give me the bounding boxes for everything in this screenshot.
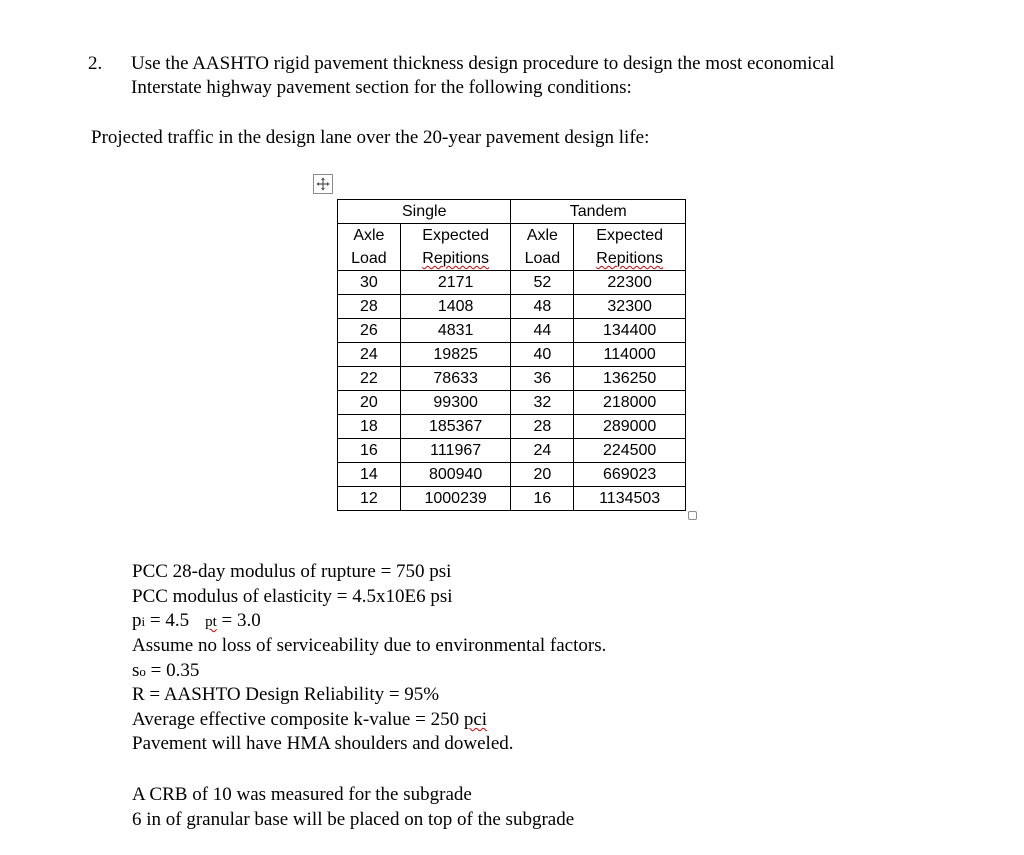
table-row	[338, 367, 686, 391]
group-tandem: Tandem	[511, 200, 686, 224]
pi-value: = 4.5	[145, 610, 190, 631]
table-cell: 800940	[400, 463, 511, 487]
group-single: Single	[338, 200, 511, 224]
table-cell: 22	[338, 367, 401, 391]
pi-symbol: p	[132, 610, 142, 631]
table-cell: 1134503	[574, 487, 686, 511]
table-row	[338, 391, 686, 415]
table-cell: 289000	[574, 415, 686, 439]
table-cell: 22300	[574, 271, 686, 295]
k-value	[132, 709, 487, 731]
table-cell: 19825	[400, 343, 511, 367]
problem-intro-line2: Interstate highway pavement section for the following conditions:	[131, 77, 632, 98]
table-cell: 224500	[574, 439, 686, 463]
header-cell-text: Repitions	[596, 250, 663, 267]
so-value	[132, 660, 199, 683]
move-arrows-icon	[316, 177, 330, 191]
table-row	[338, 319, 686, 343]
problem-intro-line1: Use the AASHTO rigid pavement thickness design procedure to design the most economical	[131, 53, 835, 74]
table-cell: 20	[338, 391, 401, 415]
table-cell: 99300	[400, 391, 511, 415]
crb-note: A CRB of 10 was measured for the subgrade	[132, 784, 472, 805]
so-subscript: o	[139, 664, 146, 679]
base-note: 6 in of granular base will be placed on top of the subgrade	[132, 809, 575, 830]
header-cell: Expected	[574, 224, 686, 248]
header-cell: Axle	[338, 224, 401, 248]
table-cell: 32	[511, 391, 574, 415]
table-cell: 32300	[574, 295, 686, 319]
table-row	[338, 487, 686, 511]
table-cell: 114000	[574, 343, 686, 367]
table-cell: 136250	[574, 367, 686, 391]
table-cell: 24	[511, 439, 574, 463]
table-cell: 20	[511, 463, 574, 487]
table-cell: 14	[338, 463, 401, 487]
pi-subscript: i	[141, 614, 146, 629]
table-cell: 4831	[400, 319, 511, 343]
table-move-handle[interactable]	[313, 174, 333, 194]
table-cell: 669023	[574, 463, 686, 487]
traffic-heading: Projected traffic in the design lane over the 20-year pavement design life:	[91, 127, 650, 148]
table-group-header	[338, 200, 686, 224]
table-cell: 16	[338, 439, 401, 463]
table-cell: 1408	[400, 295, 511, 319]
header-cell	[400, 247, 511, 271]
table-row	[338, 295, 686, 319]
serviceability-values	[132, 610, 261, 633]
table-header-row	[338, 224, 686, 248]
table-cell: 40	[511, 343, 574, 367]
table-row	[338, 343, 686, 367]
modulus-rupture: PCC 28-day modulus of rupture = 750 psi	[132, 561, 452, 582]
table-row	[338, 271, 686, 295]
table-cell: 134400	[574, 319, 686, 343]
axle-load-table	[337, 199, 686, 511]
table-cell: 111967	[400, 439, 511, 463]
table-cell: 52	[511, 271, 574, 295]
header-cell: Load	[338, 247, 401, 271]
table-cell: 12	[338, 487, 401, 511]
header-cell-text: Repitions	[422, 250, 489, 267]
table-cell: 48	[511, 295, 574, 319]
table-cell: 16	[511, 487, 574, 511]
table-body	[338, 271, 686, 511]
shoulders: Pavement will have HMA shoulders and doweled.	[132, 733, 514, 754]
k-value-text: Average effective composite k-value = 250	[132, 709, 464, 730]
header-cell: Axle	[511, 224, 574, 248]
pt-value: = 3.0	[216, 610, 261, 631]
table-cell: 2171	[400, 271, 511, 295]
table-row	[338, 463, 686, 487]
pt-symbol: pt	[205, 614, 217, 630]
table-cell: 18	[338, 415, 401, 439]
header-cell: Expected	[400, 224, 511, 248]
table-cell: 26	[338, 319, 401, 343]
table-cell: 30	[338, 271, 401, 295]
so-number: = 0.35	[145, 660, 200, 681]
table-header-row	[338, 247, 686, 271]
so-symbol: s	[132, 660, 140, 681]
table-cell: 185367	[400, 415, 511, 439]
table-cell: 78633	[400, 367, 511, 391]
table-cell: 44	[511, 319, 574, 343]
table-cell: 28	[338, 295, 401, 319]
problem-number: 2.	[88, 53, 103, 74]
k-value-unit: pci	[463, 709, 488, 730]
table-cell: 218000	[574, 391, 686, 415]
table-cell: 1000239	[400, 487, 511, 511]
table-cell: 28	[511, 415, 574, 439]
table-resize-handle[interactable]	[688, 511, 697, 520]
header-cell: Load	[511, 247, 574, 271]
modulus-elasticity: PCC modulus of elasticity = 4.5x10E6 psi	[132, 586, 453, 607]
serviceability-note: Assume no loss of serviceability due to environmental factors.	[132, 635, 607, 656]
header-cell	[574, 247, 686, 271]
table-cell: 36	[511, 367, 574, 391]
table-row	[338, 415, 686, 439]
table-row	[338, 439, 686, 463]
reliability: R = AASHTO Design Reliability = 95%	[132, 684, 440, 705]
table-cell: 24	[338, 343, 401, 367]
